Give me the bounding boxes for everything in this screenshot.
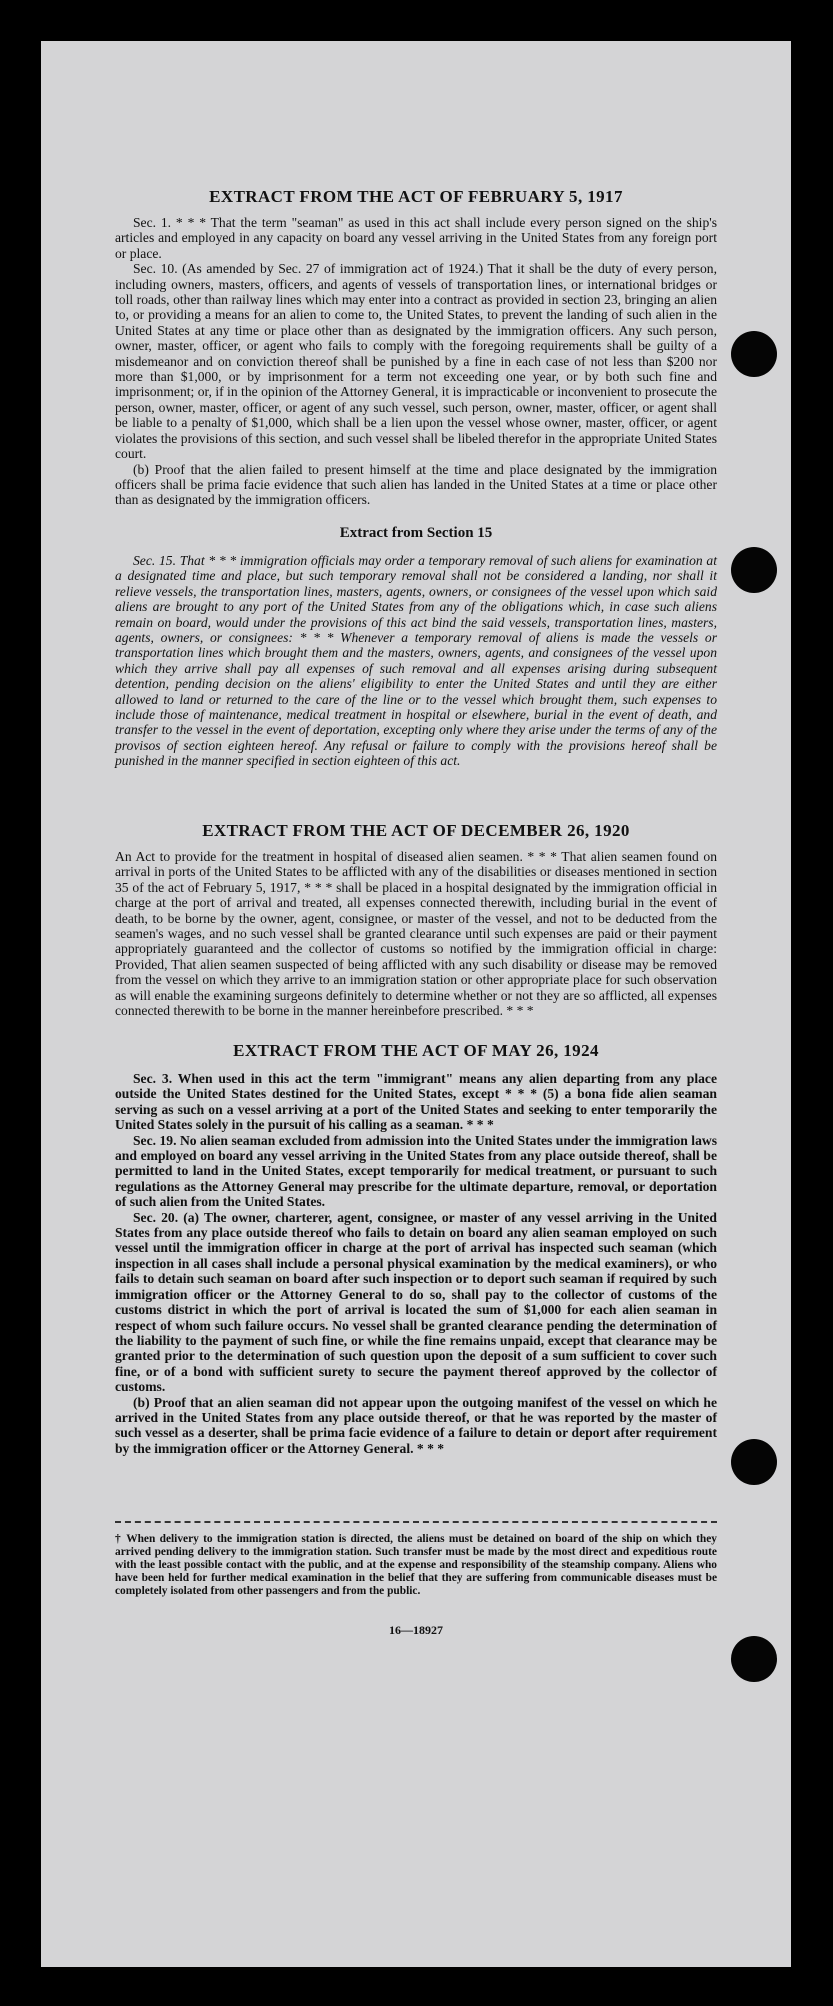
paragraph-act-1920: An Act to provide for the treatment in hospital of diseased alien seamen. * * * That alien seamen found on arrival in ports of the United States to be afflicted with any of the disabilities or diseases mentioned in section 35 of the act of February 5, 1917, * * * shall be placed in a hospital designated by the immigration official in charge at the port of arrival and treated, all expenses connected therewith, including burial in the event of death, to be borne by the owner, agent, consignee, or master of the vessel, and not to be deducted from the seamen's wages, and no such vessel shall be granted clearance until such expenses are paid or their payment appropriately guaranteed and the collector of customs so notified by the immigration official in charge: Provided, That alien seamen suspected of being afflicted with any such disability or disease may be removed from the vessel on which they arrive to an immigration station or other appropriate place for such observation as will enable the examining surgeons definitely to determine whether or not they are so afflicted, all expenses connected therewith to be borne in the manner hereinbefore prescribed. * * * <box>115 849 717 1019</box>
form-number: 16—18927 <box>389 1623 443 1637</box>
paragraph-sec-1: Sec. 1. * * * That the term "seaman" as used in this act shall include every person signed on the ship's articles and employed in any capacity on board any vessel arriving in the United States from any foreign port or place. <box>115 215 717 261</box>
paragraph-sec-10-b: (b) Proof that the alien failed to present himself at the time and place designated by the immigration officers shall be prima facie evidence that such alien has landed in the United States at a time or place other than as designated by the immigration officers. <box>115 461 717 508</box>
paragraph-sec-15: Sec. 15. That * * * immigration officials may order a temporary removal of such aliens for examination at a designated time and place, but such temporary removal shall not be considered a landing, nor shall it relieve vessels, the transportation lines, masters, agents, owners, or consignees of the vessel upon which said aliens are brought to any port of the United States from any of the obligations which, in case such aliens remain on board, would under the provisions of this act bind the said vessels, transportation lines, masters, agents, owners, or consignees: * * * Whenever a temporary removal of aliens is made the vessels or transportation lines which brought them and the masters, owners, agents, and consignees of the vessel upon which they arrive shall pay all expenses of such removal and all expenses arising during subsequent detention, pending decision on the aliens' eligibility to enter the United States and until they are either allowed to land or returned to the care of the line or to the vessel which brought them, such expenses to include those of maintenance, medical treatment in hospital or elsewhere, burial in the event of death, and transfer to the vessel in the event of deportation, excepting only where they arise under the terms of any of the provisos of section eighteen hereof. Any refusal or failure to comply with the provisions hereof shall be punished in the manner specified in section eighteen of this act. <box>115 553 717 769</box>
paragraph-sec-20-a: Sec. 20. (a) The owner, charterer, agent, consignee, or master of any vessel arriving in the United States from any place outside thereof who fails to detain on board any alien seaman employed on such vessel until the immigration officer in charge at the port of arrival has inspected such seaman (which inspection in all cases shall include a personal physical examination by the medical examiners), or who fails to detain such seaman on board after such inspection or to deport such seaman if required by such immigration officer or the Attorney General to do so, shall pay to the collector of customs of the customs district in which the port of arrival is located the sum of $1,000 for each alien seaman in respect of whom such failure occurs. No vessel shall be granted clearance pending the determination of the liability to the payment of such fine, or while the fine remains unpaid, except that clearance may be granted prior to the determination of such question upon the deposit of a sum sufficient to cover such fine, or of a bond with sufficient surety to secure the payment thereof approved by the collector of customs. <box>115 1209 717 1395</box>
punch-hole <box>731 1439 777 1485</box>
section-heading-act-1920: EXTRACT FROM THE ACT OF DECEMBER 26, 1920 <box>202 821 630 840</box>
section-heading-act-1917: EXTRACT FROM THE ACT OF FEBRUARY 5, 1917 <box>209 187 623 206</box>
section-body-act-1920 <box>115 849 717 1018</box>
section-body-act-1917 <box>115 215 717 508</box>
paragraph-sec-19: Sec. 19. No alien seaman excluded from admission into the United States under the immigration laws and employed on board any vessel arriving in the United States from any place outside thereof, shall be permitted to land in the United States, except temporarily for medical treatment, or pursuant to such regulations as the Attorney General may prescribe for the ultimate departure, removal, or deportation of such alien from the United States. <box>115 1132 717 1210</box>
footnote: † When delivery to the immigration station is directed, the aliens must be detained on board of the ship on which they arrived pending delivery to the immigration station. Such transfer must be made by the most direct and expeditious route with the least possible contact with the public, and at the expense and responsibility of the steamship company. Aliens who have been held for further medical examination in the belief that they are suffering from communicable diseases must be completely isolated from other passengers and from the public. <box>115 1533 717 1597</box>
section-heading-act-1924: EXTRACT FROM THE ACT OF MAY 26, 1924 <box>233 1041 599 1060</box>
punch-hole <box>731 547 777 593</box>
paragraph-sec-10: Sec. 10. (As amended by Sec. 27 of immigration act of 1924.) That it shall be the duty of every person, including owners, masters, officers, and agents of vessels of transportation lines, or international bridges or toll roads, other than railway lines which may enter into a contract as provided in section 23, bringing an alien to, or providing a means for an alien to come to, the United States, to prevent the landing of such alien in the United States at any time or place other than as designated by the immigration officers. Any such person, owner, master, officer, or agent who fails to comply with the foregoing requirements shall be guilty of a misdemeanor and on conviction thereof shall be punished by a fine in each case of not less than $200 nor more than $1,000, or by imprisonment for a term not exceeding one year, or by both such fine and imprisonment; or, if in the opinion of the Attorney General, it is impracticable or inconvenient to prosecute the person, owner, master, officer, or agent of any such vessel, such person, owner, master, officer, or agent shall be liable to a penalty of $1,000, which shall be a lien upon the vessel whose owner, master, officer, or agent violates the provisions of this section, and such vessel shall be libeled therefor in the appropriate United States court. <box>115 261 717 462</box>
section-heading-section-15: Extract from Section 15 <box>339 525 493 541</box>
punch-hole <box>731 331 777 377</box>
paragraph-sec-3: Sec. 3. When used in this act the term "immigrant" means any alien departing from any place outside the United States destined for the United States, except * * * (5) a bona fide alien seaman serving as such on a vessel arriving at a port of the United States and seeking to enter temporarily the United States solely in the pursuit of his calling as a seaman. * * * <box>115 1071 717 1133</box>
punch-hole <box>731 1636 777 1682</box>
footnote-divider <box>115 1521 717 1523</box>
section-body-act-1924 <box>115 1071 717 1456</box>
paragraph-sec-20-b: (b) Proof that an alien seaman did not appear upon the outgoing manifest of the vessel on which he arrived in the United States from any place outside thereof, or that he was reported by the master of such vessel as a deserter, shall be prima facie evidence of a failure to detain or deport after requirement by the immigration officer or the Attorney General. * * * <box>115 1394 717 1456</box>
document-page <box>41 41 791 1967</box>
section-body-section-15 <box>115 553 717 769</box>
